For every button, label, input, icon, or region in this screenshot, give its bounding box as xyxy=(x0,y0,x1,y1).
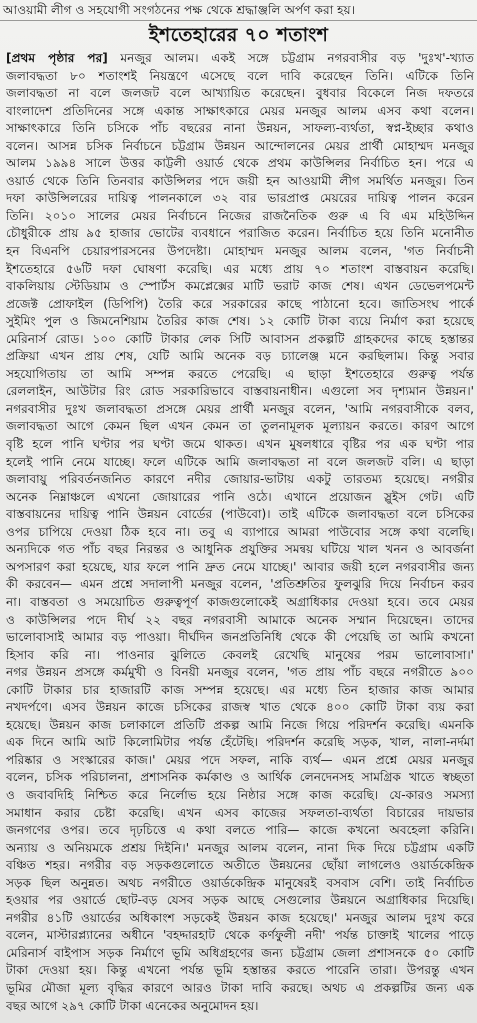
article-line: হন বিএনপি চেয়ারপারসনের উপদেষ্টা। মোহাম্মদ মনজুর আলম বলেন, 'গত নির্বাচনী xyxy=(6,244,474,259)
article-line: বলেন। আসন্ন চসিক নির্বাচনে চট্টগ্রাম উন্নয়ন আন্দোলনের মেয়র প্রার্থী মোহাম্মদ মনজুর xyxy=(6,138,474,153)
article-line: চৌধুরীকে প্রায় ৯৫ হাজার ভোটের ব্যবধানে পরাজিত করেন। নির্বাচিত হয়ে তিনি মনোনীত xyxy=(6,226,474,241)
article-line: বাংলাদেশ প্রতিদিনের সঙ্গে একান্ত সাক্ষাৎকারে মেয়র মনজুর আলম এসব কথা বলেন। xyxy=(6,103,474,118)
article-line: ইশতেহারে ৫৬টি দফা ঘোষণা করেছি। এর মধ্যে প্রায় ৭০ শতাংশ বাস্তবায়ন করেছি। xyxy=(6,261,474,276)
article-line xyxy=(6,50,474,68)
article-line: ও কাউন্সিলর পদে দীর্ঘ ২২ বছর নগরবাসী আমাকে অনেক সম্মান দিয়েছেন। তাদের xyxy=(6,612,474,627)
article-line: বছর আগে ২৯৭ কোটি টাকা এনেকের অনুমোদন হয়। xyxy=(6,998,259,1013)
headline: ইশতেহারের ৭০ শতাংশ xyxy=(148,24,329,46)
article-line: বৃষ্টি হলে পানি ঘণ্টার পর ঘণ্টা জমে থাকত। এখন মুষলধারে বৃষ্টির পর এক ঘণ্টা পার xyxy=(6,437,474,452)
article-body xyxy=(6,50,474,1022)
article-line: রেললাইন, আউটার রিং রোড সরকারিভাবে বাস্তবায়নাধীন। এগুলো সব দৃশ্যমান উন্নয়ন।' xyxy=(6,384,474,399)
article-line: মেরিনার্স রোড। ১০০ কোটি টাকার লেক সিটি আবাসন প্রকল্পটি গ্রাহকদের কাছে হস্তান্তর xyxy=(6,331,474,346)
article-line: নগরবাসীর দুঃখ জলাবদ্ধতা প্রসঙ্গে মেয়র প্রার্থী মনজুর বলেন, 'আমি নগরবাসীকে বলব, xyxy=(6,401,474,416)
article-line: পরিষ্কার ও সংস্কারের কাজ।' মেয়র পদে সফল, নাকি ব্যর্থ— এমন প্রশ্নে মেয়র মনজুর xyxy=(6,752,474,767)
article-line: সহযোগিতায় তা আমি সম্পন্ন করতে পেরেছি। এ ছাড়া ইশতেহারে গুরুত্ব পর্যন্ত xyxy=(6,366,474,381)
article-line: ও জবাবদিহি নিশ্চিত করে নির্লোভ হয়ে নিষ্ঠার সঙ্গে কাজ করেছি। যে-কারও সমস্যা xyxy=(6,787,474,802)
article-line: হওয়ার পর ওয়ার্ডে ছোট-বড় যেসব সড়ক আছে সেগুলোর উন্নয়নে অগ্রাধিকার দিয়েছি। xyxy=(6,893,474,908)
article-line: ওপর চাপিয়ে দেওয়া ঠিক হবে না। তবু এ ব্যাপারে আমরা পাউবোর সঙ্গে কথা বলেছি। xyxy=(6,524,474,539)
article-line: নগর উন্নয়ন প্রসঙ্গে কর্মমুখী ও বিনয়ী মনজুর বলেন, 'গত প্রায় পাঁচ বছরে নগরীতে ৯০০ xyxy=(6,665,474,680)
article-line: কোটি টাকার চার হাজারটি কাজ সম্পন্ন হয়েছে। এর মধ্যে তিন হাজার কাজ আমার xyxy=(6,682,474,697)
article-line: ভূমির মৌজা মূল্য বৃদ্ধির কারণে আরও টাকা দাবি করছে। অথচ এ প্রকল্পটির জন্য এক xyxy=(6,980,474,995)
article-line: অন্যায় ও অনিয়মকে প্রশ্রয় দিইনি।' মনজুর আলম বলেন, নানা দিক দিয়ে চট্টগ্রাম একটি xyxy=(6,840,474,855)
article-line: না। বাস্তবতা ও সময়োচিত গুরুত্বপূর্ণ কাজগুলোকেই অগ্রাধিকার দেওয়া হবে। তবে মেয়র xyxy=(6,594,474,609)
article-line: নখদর্পণে। এসব উন্নয়ন কাজে চসিকের রাজস্ব খাত থেকে ৪০০ কোটি টাকা ব্যয় করা xyxy=(6,700,474,715)
article-line: জলাবদ্ধতা আগে কেমন ছিল এখন কেমন তা তুলনামূলক মূল্যায়ন করতে। কারণ আগে xyxy=(6,419,474,434)
article-line: হিসাব করি না। পাওনার ঝুলিতে কেবলই রেখেছি মানুষের পরম ভালোবাসা।' xyxy=(6,647,474,662)
article-line: এক দিনে আমি আট কিলোমিটার পর্যন্ত হেঁটেছি। পরিদর্শন করেছি সড়ক, খাল, নালা-নর্দমা xyxy=(6,735,474,750)
article-line: টাকা দেওয়া হয়। কিন্তু এখনো পর্যন্ত ভূমি হস্তান্তর করতে পারেনি তারা। উপরন্তু এখন xyxy=(6,963,474,978)
article-line: ভালোবাসাই আমার বড় পাওয়া। দীর্ঘদিন জনপ্রতিনিধি থেকে কী পেয়েছি তা আমি কখনো xyxy=(6,630,474,645)
article-line: বলেন, মাস্টারপ্ল্যানের অধীনে 'বহদ্দারহাট থেকে কর্ণফুলী নদী' পর্যন্ত চাক্তাই খালের পাড়ে xyxy=(6,928,474,943)
article-line: হয়েছে। উন্নয়ন কাজ চলাকালে প্রতিটি প্রকল্প আমি নিজে গিয়ে পরিদর্শন করেছি। এমনকি xyxy=(6,717,474,732)
article-line: মেরিনার্স বাইপাস সড়ক নির্মাণে ভূমি অধিগ্রহণের জন্য চট্টগ্রাম জেলা প্রশাসনকে ৫০ কোটি xyxy=(6,945,474,960)
article-line: জনগণের ওপর। তবে দৃঢ়চিত্তে এ কথা বলতে পারি— কাজে কখনো অবহেলা করিনি। xyxy=(6,823,474,838)
article-line: প্রজেক্ট প্রোফাইল (ডিপিপি) তৈরি করে সরকারের কাছে পাঠানো হবে। জাতিসংঘ পার্কে xyxy=(6,296,474,311)
article-line-text: মনজুর আলম। একই সঙ্গে চট্টগ্রাম নগরবাসীর বড় 'দুঃখ'-খ্যাত xyxy=(107,51,474,65)
article-line: অন্যদিকে গত পাঁচ বছর নিরন্তর ও আধুনিক প্রযুক্তির সমন্বয় ঘটিয়ে খাল খনন ও আবর্জনা xyxy=(6,542,474,557)
article-line: প্রক্রিয়া এখন প্রায় শেষ, যেটি আমি অনেক বড় চ্যালেঞ্জ মনে করছিলাম। কিন্তু সবার xyxy=(6,349,474,364)
article-line: ওয়ার্ড থেকে তিনি তিনবার কাউন্সিলর পদে জয়ী হন আওয়ামী লীগ সমর্থিত মনজুর। তিন xyxy=(6,173,474,188)
article-line: জলাবায়ু পরিবর্তনজনিত কারণে নদীর জোয়ার-ভাটায় একটু তারতম্য হয়েছে। নগরীর xyxy=(6,472,474,487)
article-line: তিনি। ২০১০ সালের মেয়র নির্বাচনে নিজের রাজনৈতিক গুরু এ বি এম মহিউদ্দিন xyxy=(6,208,474,223)
article-line: বাকলিয়ায় স্টেডিয়াম ও স্পোর্টস কমপ্লেক্সের মাটি ভরাট কাজ শেষ। এখন ডেভেলপমেন্ট xyxy=(6,279,474,294)
article-line: নগরীর ৪১টি ওয়ার্ডের অধিকাংশ সড়কেই উন্নয়ন কাজ হয়েছে।' মনজুর আলম দুঃখ করে xyxy=(6,910,474,925)
article-line: জলাবদ্ধতা না বলে জলজট বলে আখ্যায়িত করেছেন। বুধবার বিকেলে নিজ দফতরে xyxy=(6,86,474,101)
continuation-byline: [প্রথম পৃষ্ঠার পর] xyxy=(6,51,108,65)
previous-article-tail: আওয়ামী লীগ ও সহযোগী সংগঠনের পক্ষ থেকে শ্রদ্ধাঞ্জলি অর্পণ করা হয়। xyxy=(0,0,477,21)
article-line: কী করবেন— এমন প্রশ্নে সদালাপী মনজুর বলেন, 'প্রতিশ্রুতির ফুলঝুরি দিয়ে নির্বাচন করব xyxy=(6,577,474,592)
article-line: হলেই পানি নেমে যাচ্ছে। ফলে এটিকে আমি জলাবদ্ধতা না বলে জলজট বলি। এ ছাড়া xyxy=(6,454,474,469)
article-line: সড়ক ছিল অনুন্নত। অথচ নগরীতে ওয়ার্ডকেন্দ্রিক মানুষেরই বসবাস বেশি। তাই নির্বাচিত xyxy=(6,875,474,890)
article-line: সাক্ষাৎকারে তিনি চসিকে পাঁচ বছরের নানা উন্নয়ন, সাফল্য-ব্যর্থতা, স্বপ্ন-ইচ্ছার কথাও xyxy=(6,121,474,136)
article-line: অনেক নিম্নাঞ্চলে এখনো জোয়ারের পানি ওঠে। এখানে প্রয়োজন স্লুইস গেট। এটি xyxy=(6,489,474,504)
article-line: অপসারণ করা হয়েছে, যার ফলে পানি দ্রুত নেমে যাচ্ছে।' আবার জয়ী হলে নগরবাসীর জন্য xyxy=(6,559,474,574)
article-line: বলেন, চসিক পরিচালনা, প্রশাসনিক কর্মকাণ্ড ও আর্থিক লেনদেনসহ সামগ্রিক খাতে স্বচ্ছতা xyxy=(6,770,474,785)
article-line: সমাধান করার চেষ্টা করেছি। এখন এসব কাজের সফলতা-ব্যর্থতা বিচারের দায়ভার xyxy=(6,805,474,820)
article-line: বাস্তবায়নের দায়িত্ব পানি উন্নয়ন বোর্ডের (পাউবো)। তাই এটিকে জলাবদ্ধতা বলে চসিকের xyxy=(6,507,474,522)
article-line: আলম ১৯৯৪ সালে উত্তর কাট্টলী ওয়ার্ড থেকে প্রথম কাউন্সিলর নির্বাচিত হন। পরে এ xyxy=(6,156,474,171)
article-line: দফা কাউন্সিলরের দায়িত্ব পালনকালে ৩২ বার ভারপ্রাপ্ত মেয়রের দায়িত্ব পালন করেন xyxy=(6,191,474,206)
article-line: জলাবদ্ধতা ৮০ শতাংশই নিয়ন্ত্রণে এসেছে বলে দাবি করেছেন তিনি। এটিকে তিনি xyxy=(6,68,474,83)
article-line: সুইমিং পুল ও জিমনেশিয়াম তৈরির কাজ শেষ। ১২ কোটি টাকা ব্যয়ে নির্মাণ করা হয়েছে xyxy=(6,314,474,329)
article-line: বঞ্চিত শহর। নগরীর বড় সড়কগুলোতে অতীতে উন্নয়নের ছোঁয়া লাগলেও ওয়ার্ডকেন্দ্রিক xyxy=(6,858,474,873)
